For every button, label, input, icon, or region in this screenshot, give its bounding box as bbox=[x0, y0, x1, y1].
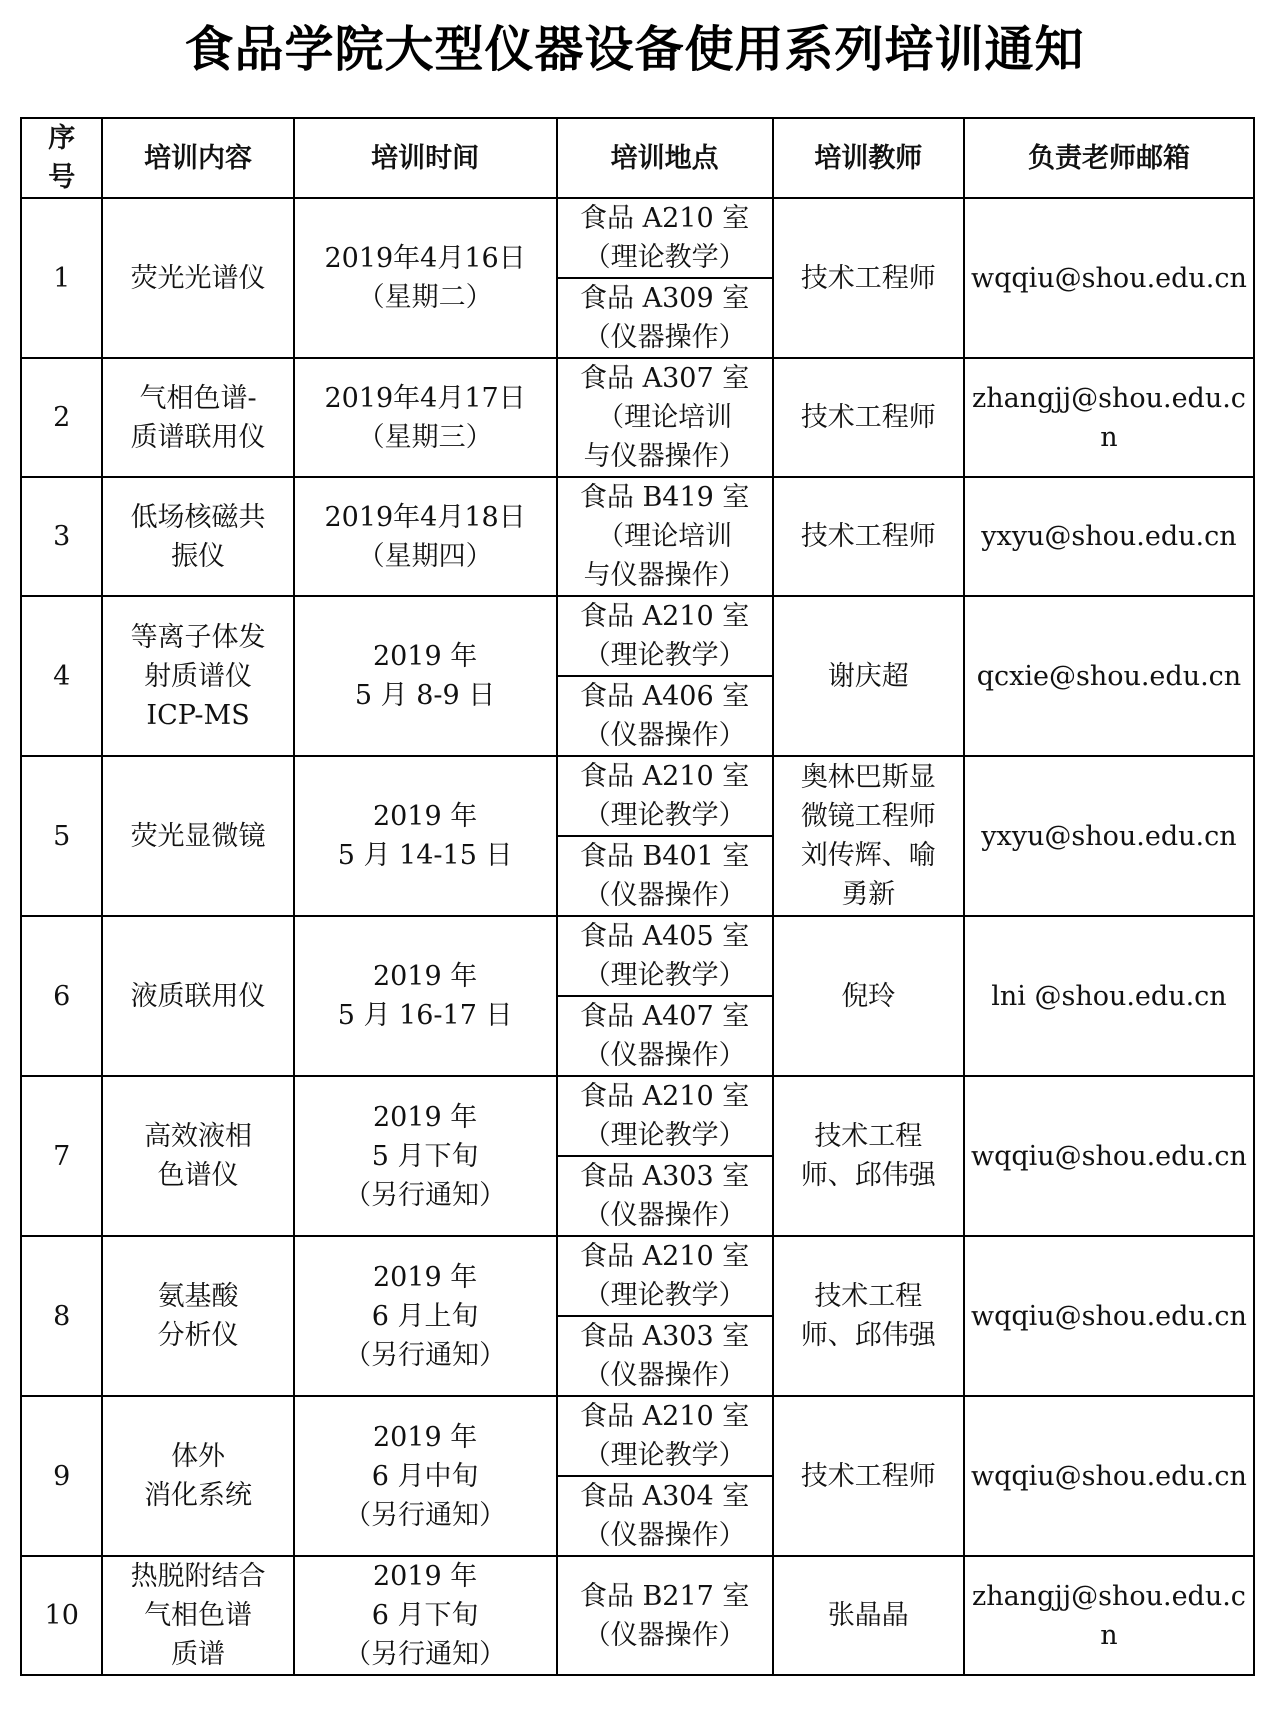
training-location-line: （仪器操作） bbox=[583, 880, 746, 911]
training-time-line: （另行通知） bbox=[344, 1639, 507, 1670]
training-time bbox=[294, 477, 557, 596]
row-number bbox=[21, 1076, 102, 1236]
training-time-line: 2019 年 bbox=[372, 1101, 478, 1133]
row-number-line: 8 bbox=[53, 1300, 71, 1332]
training-location-line: （理论教学） bbox=[583, 1120, 746, 1151]
table-row bbox=[21, 916, 1254, 996]
training-location-line: 食品 A210 室 bbox=[580, 1081, 750, 1112]
table-row bbox=[21, 477, 1254, 596]
training-teacher-line: 技术工程师 bbox=[800, 402, 936, 433]
training-content-line: 分析仪 bbox=[157, 1320, 239, 1351]
training-location-line: 食品 A210 室 bbox=[580, 601, 750, 632]
training-time-line: （星期三） bbox=[357, 421, 493, 453]
training-location-line: （仪器操作） bbox=[583, 1360, 746, 1391]
row-number-line: 4 bbox=[53, 660, 71, 692]
training-teacher-line: 技术工程 bbox=[814, 1281, 923, 1312]
training-time bbox=[294, 358, 557, 477]
training-content-line: 消化系统 bbox=[144, 1480, 253, 1511]
training-location-line: （理论教学） bbox=[583, 1280, 746, 1311]
training-location bbox=[557, 916, 773, 996]
contact-email-line: qcxie@shou.edu.cn bbox=[976, 660, 1242, 692]
training-location-line: 食品 B401 室 bbox=[579, 841, 750, 872]
training-time-line: 5 月 8-9 日 bbox=[354, 680, 496, 711]
contact-email-line: n bbox=[1100, 421, 1118, 453]
training-teacher-line: 技术工程 bbox=[814, 1121, 923, 1152]
header-col-location-line: 培训地点 bbox=[610, 142, 719, 174]
training-location-line: （理论教学） bbox=[583, 242, 746, 273]
training-time-line: 2019 年 bbox=[372, 1261, 478, 1293]
training-time bbox=[294, 596, 557, 756]
training-content-line: 质谱 bbox=[171, 1639, 226, 1670]
training-location-line: 食品 A210 室 bbox=[580, 1401, 750, 1432]
contact-email[interactable] bbox=[964, 1396, 1254, 1556]
training-time-line: 2019 年 bbox=[372, 961, 478, 992]
training-content bbox=[102, 1556, 293, 1675]
training-location bbox=[557, 358, 773, 477]
training-time-line: （星期四） bbox=[357, 540, 493, 572]
training-location bbox=[557, 1236, 773, 1316]
training-content-line: 射质谱仪 bbox=[144, 660, 253, 692]
training-teacher bbox=[773, 916, 964, 1076]
training-location-line: 食品 A406 室 bbox=[580, 681, 750, 712]
training-teacher-line: 技术工程师 bbox=[800, 1460, 936, 1492]
training-location-line: （仪器操作） bbox=[583, 1040, 746, 1071]
table-row bbox=[21, 1556, 1254, 1675]
training-schedule-table bbox=[20, 117, 1255, 1676]
training-location bbox=[557, 198, 773, 278]
training-content-line: 氨基酸 bbox=[157, 1281, 239, 1312]
training-content-line: 色谱仪 bbox=[157, 1160, 239, 1191]
header-col-content-line: 培训内容 bbox=[144, 142, 253, 174]
training-location-line: （理论教学） bbox=[583, 960, 746, 991]
training-location-line: （理论教学） bbox=[583, 640, 746, 671]
table-row bbox=[21, 198, 1254, 278]
training-teacher bbox=[773, 596, 964, 756]
header-col-no-line: 号 bbox=[48, 162, 76, 193]
page-title: 食品学院大型仪器设备使用系列培训通知 bbox=[184, 21, 1085, 78]
training-content-line: 低场核磁共 bbox=[130, 501, 266, 533]
row-number-line: 1 bbox=[53, 262, 71, 294]
training-content bbox=[102, 198, 293, 358]
training-time-line: （星期二） bbox=[357, 282, 493, 313]
row-number bbox=[21, 198, 102, 358]
training-location bbox=[557, 1076, 773, 1156]
training-teacher-line: 张晶晶 bbox=[827, 1600, 909, 1631]
training-time-line: 2019年4月18日 bbox=[324, 501, 526, 533]
training-time bbox=[294, 1236, 557, 1396]
contact-email[interactable] bbox=[964, 198, 1254, 358]
row-number-line: 6 bbox=[53, 980, 71, 1012]
contact-email[interactable] bbox=[964, 358, 1254, 477]
contact-email-line: wqqiu@shou.edu.cn bbox=[970, 1300, 1247, 1332]
training-teacher-line: 谢庆超 bbox=[827, 660, 909, 692]
training-time-line: 2019年4月16日 bbox=[324, 243, 526, 274]
training-time-line: 2019 年 bbox=[372, 801, 478, 832]
training-time bbox=[294, 1396, 557, 1556]
training-location-line: 食品 B217 室 bbox=[579, 1580, 750, 1612]
training-location-line: 食品 A407 室 bbox=[580, 1001, 750, 1032]
contact-email[interactable] bbox=[964, 1556, 1254, 1675]
training-location bbox=[557, 1476, 773, 1556]
row-number-line: 2 bbox=[53, 402, 71, 433]
contact-email-line: wqqiu@shou.edu.cn bbox=[970, 262, 1247, 294]
training-time bbox=[294, 1556, 557, 1675]
header-col-no-line: 序 bbox=[48, 123, 76, 154]
training-time-line: 2019年4月17日 bbox=[324, 382, 526, 414]
training-teacher bbox=[773, 477, 964, 596]
training-location bbox=[557, 1556, 773, 1675]
training-content-line: 液质联用仪 bbox=[130, 980, 266, 1012]
training-teacher-line: 师、邱伟强 bbox=[800, 1160, 936, 1191]
contact-email-line: wqqiu@shou.edu.cn bbox=[970, 1460, 1247, 1492]
training-teacher-line: 师、邱伟强 bbox=[800, 1320, 936, 1351]
training-teacher-line: 勇新 bbox=[841, 879, 896, 910]
training-location-line: 食品 A210 室 bbox=[580, 1241, 750, 1272]
training-location bbox=[557, 596, 773, 676]
training-time-line: 2019 年 bbox=[372, 1561, 478, 1592]
row-number bbox=[21, 477, 102, 596]
training-time bbox=[294, 198, 557, 358]
training-location-line: （仪器操作） bbox=[583, 1520, 746, 1551]
training-teacher-line: 技术工程师 bbox=[800, 521, 936, 552]
training-location bbox=[557, 996, 773, 1076]
training-location-line: （仪器操作） bbox=[583, 322, 746, 353]
row-number bbox=[21, 1396, 102, 1556]
table-row bbox=[21, 1076, 1254, 1156]
training-teacher bbox=[773, 1076, 964, 1236]
training-location-line: （理论教学） bbox=[583, 800, 746, 831]
contact-email[interactable] bbox=[964, 756, 1254, 916]
training-location-line: 与仪器操作） bbox=[583, 560, 746, 591]
row-number bbox=[21, 1236, 102, 1396]
contact-email-line: n bbox=[1100, 1619, 1118, 1651]
training-time-line: （另行通知） bbox=[344, 1339, 507, 1371]
training-content-line: 高效液相 bbox=[144, 1121, 253, 1152]
contact-email-line: yxyu@shou.edu.cn bbox=[981, 820, 1237, 852]
training-time-line: 2019 年 bbox=[372, 641, 478, 672]
training-time-line: （另行通知） bbox=[344, 1499, 507, 1531]
training-location bbox=[557, 756, 773, 836]
training-content-line: 荧光显微镜 bbox=[130, 820, 266, 852]
row-number bbox=[21, 1556, 102, 1675]
training-teacher bbox=[773, 198, 964, 358]
training-content-line: 体外 bbox=[171, 1441, 226, 1472]
training-location-line: （仪器操作） bbox=[583, 720, 746, 751]
training-teacher bbox=[773, 1556, 964, 1675]
header-col-teacher-line: 培训教师 bbox=[814, 142, 923, 174]
training-location bbox=[557, 477, 773, 596]
training-time-line: （另行通知） bbox=[344, 1179, 507, 1211]
header-col-time bbox=[294, 118, 557, 198]
training-content-line: 气相色谱 bbox=[144, 1600, 253, 1631]
table-row bbox=[21, 358, 1254, 477]
training-content-line: 荧光光谱仪 bbox=[130, 262, 266, 294]
contact-email[interactable] bbox=[964, 916, 1254, 1076]
training-location-line: （仪器操作） bbox=[583, 1200, 746, 1231]
table-header-row bbox=[21, 118, 1254, 198]
contact-email-line: yxyu@shou.edu.cn bbox=[981, 521, 1237, 552]
training-location-line: 食品 A405 室 bbox=[580, 921, 750, 952]
header-col-email bbox=[964, 118, 1254, 198]
row-number bbox=[21, 916, 102, 1076]
table-row bbox=[21, 1396, 1254, 1476]
training-teacher bbox=[773, 1236, 964, 1396]
training-content bbox=[102, 596, 293, 756]
header-col-location bbox=[557, 118, 773, 198]
row-number-line: 5 bbox=[53, 820, 71, 852]
training-teacher-line: 倪玲 bbox=[841, 980, 896, 1012]
training-location-line: 食品 A303 室 bbox=[580, 1321, 750, 1352]
contact-email[interactable] bbox=[964, 477, 1254, 596]
training-content-line: 等离子体发 bbox=[130, 621, 266, 653]
header-col-time-line: 培训时间 bbox=[371, 142, 480, 174]
training-location bbox=[557, 1396, 773, 1476]
training-time bbox=[294, 1076, 557, 1236]
row-number bbox=[21, 596, 102, 756]
table-row bbox=[21, 596, 1254, 676]
training-content bbox=[102, 756, 293, 916]
training-location bbox=[557, 676, 773, 756]
training-content bbox=[102, 1396, 293, 1556]
training-time bbox=[294, 756, 557, 916]
training-location-line: 食品 A307 室 bbox=[580, 363, 750, 394]
training-time-line: 2019 年 bbox=[372, 1421, 478, 1453]
contact-email[interactable] bbox=[964, 596, 1254, 756]
training-location-line: 与仪器操作） bbox=[583, 441, 746, 472]
row-number bbox=[21, 756, 102, 916]
header-col-email-line: 负责老师邮箱 bbox=[1027, 142, 1190, 174]
training-teacher bbox=[773, 756, 964, 916]
row-number bbox=[21, 358, 102, 477]
table-row bbox=[21, 756, 1254, 836]
training-location-line: （理论培训 bbox=[597, 521, 733, 552]
contact-email-line: lni @shou.edu.cn bbox=[991, 980, 1227, 1012]
contact-email-line: wqqiu@shou.edu.cn bbox=[970, 1140, 1247, 1172]
training-location bbox=[557, 1156, 773, 1236]
training-teacher-line: 技术工程师 bbox=[800, 262, 936, 294]
training-location-line: 食品 A303 室 bbox=[580, 1161, 750, 1192]
contact-email[interactable] bbox=[964, 1236, 1254, 1396]
header-col-no bbox=[21, 118, 102, 198]
training-content bbox=[102, 916, 293, 1076]
training-time-line: 5 月 16-17 日 bbox=[337, 1000, 513, 1031]
training-content-line: 振仪 bbox=[171, 540, 226, 572]
training-location-line: 食品 A210 室 bbox=[580, 761, 750, 792]
training-location-line: 食品 B419 室 bbox=[579, 482, 750, 513]
header-col-teacher bbox=[773, 118, 964, 198]
training-location-line: （理论教学） bbox=[583, 1440, 746, 1471]
training-content bbox=[102, 1236, 293, 1396]
training-teacher-line: 刘传辉、喻 bbox=[800, 840, 936, 871]
training-content bbox=[102, 1076, 293, 1236]
training-teacher bbox=[773, 358, 964, 477]
training-time-line: 5 月 14-15 日 bbox=[337, 840, 513, 871]
contact-email-line: zhangjj@shou.edu.c bbox=[971, 1580, 1246, 1612]
contact-email-line: zhangjj@shou.edu.c bbox=[971, 382, 1246, 414]
training-location bbox=[557, 278, 773, 358]
training-time bbox=[294, 916, 557, 1076]
training-location bbox=[557, 836, 773, 916]
row-number-line: 7 bbox=[53, 1140, 71, 1172]
training-content-line: 质谱联用仪 bbox=[130, 421, 266, 453]
table-row bbox=[21, 1236, 1254, 1316]
training-content-line: ICP-MS bbox=[146, 699, 250, 731]
row-number-line: 9 bbox=[53, 1460, 71, 1492]
training-teacher bbox=[773, 1396, 964, 1556]
training-location-line: 食品 A210 室 bbox=[580, 203, 750, 234]
row-number-line: 10 bbox=[44, 1600, 79, 1631]
training-teacher-line: 微镜工程师 bbox=[800, 801, 936, 832]
training-content bbox=[102, 477, 293, 596]
training-location bbox=[557, 1316, 773, 1396]
training-time-line: 5 月下旬 bbox=[371, 1140, 479, 1172]
header-col-content bbox=[102, 118, 293, 198]
training-content-line: 气相色谱- bbox=[139, 382, 257, 414]
training-location-line: 食品 A304 室 bbox=[580, 1481, 750, 1512]
training-content bbox=[102, 358, 293, 477]
contact-email[interactable] bbox=[964, 1076, 1254, 1236]
training-location-line: （仪器操作） bbox=[583, 1619, 746, 1651]
row-number-line: 3 bbox=[53, 521, 71, 552]
training-time-line: 6 月中旬 bbox=[371, 1460, 479, 1492]
training-teacher-line: 奥林巴斯显 bbox=[800, 762, 936, 793]
training-content-line: 热脱附结合 bbox=[130, 1561, 266, 1592]
training-location-line: （理论培训 bbox=[597, 402, 733, 433]
training-time-line: 6 月下旬 bbox=[371, 1600, 479, 1631]
training-time-line: 6 月上旬 bbox=[371, 1300, 479, 1332]
training-location-line: 食品 A309 室 bbox=[580, 283, 750, 314]
